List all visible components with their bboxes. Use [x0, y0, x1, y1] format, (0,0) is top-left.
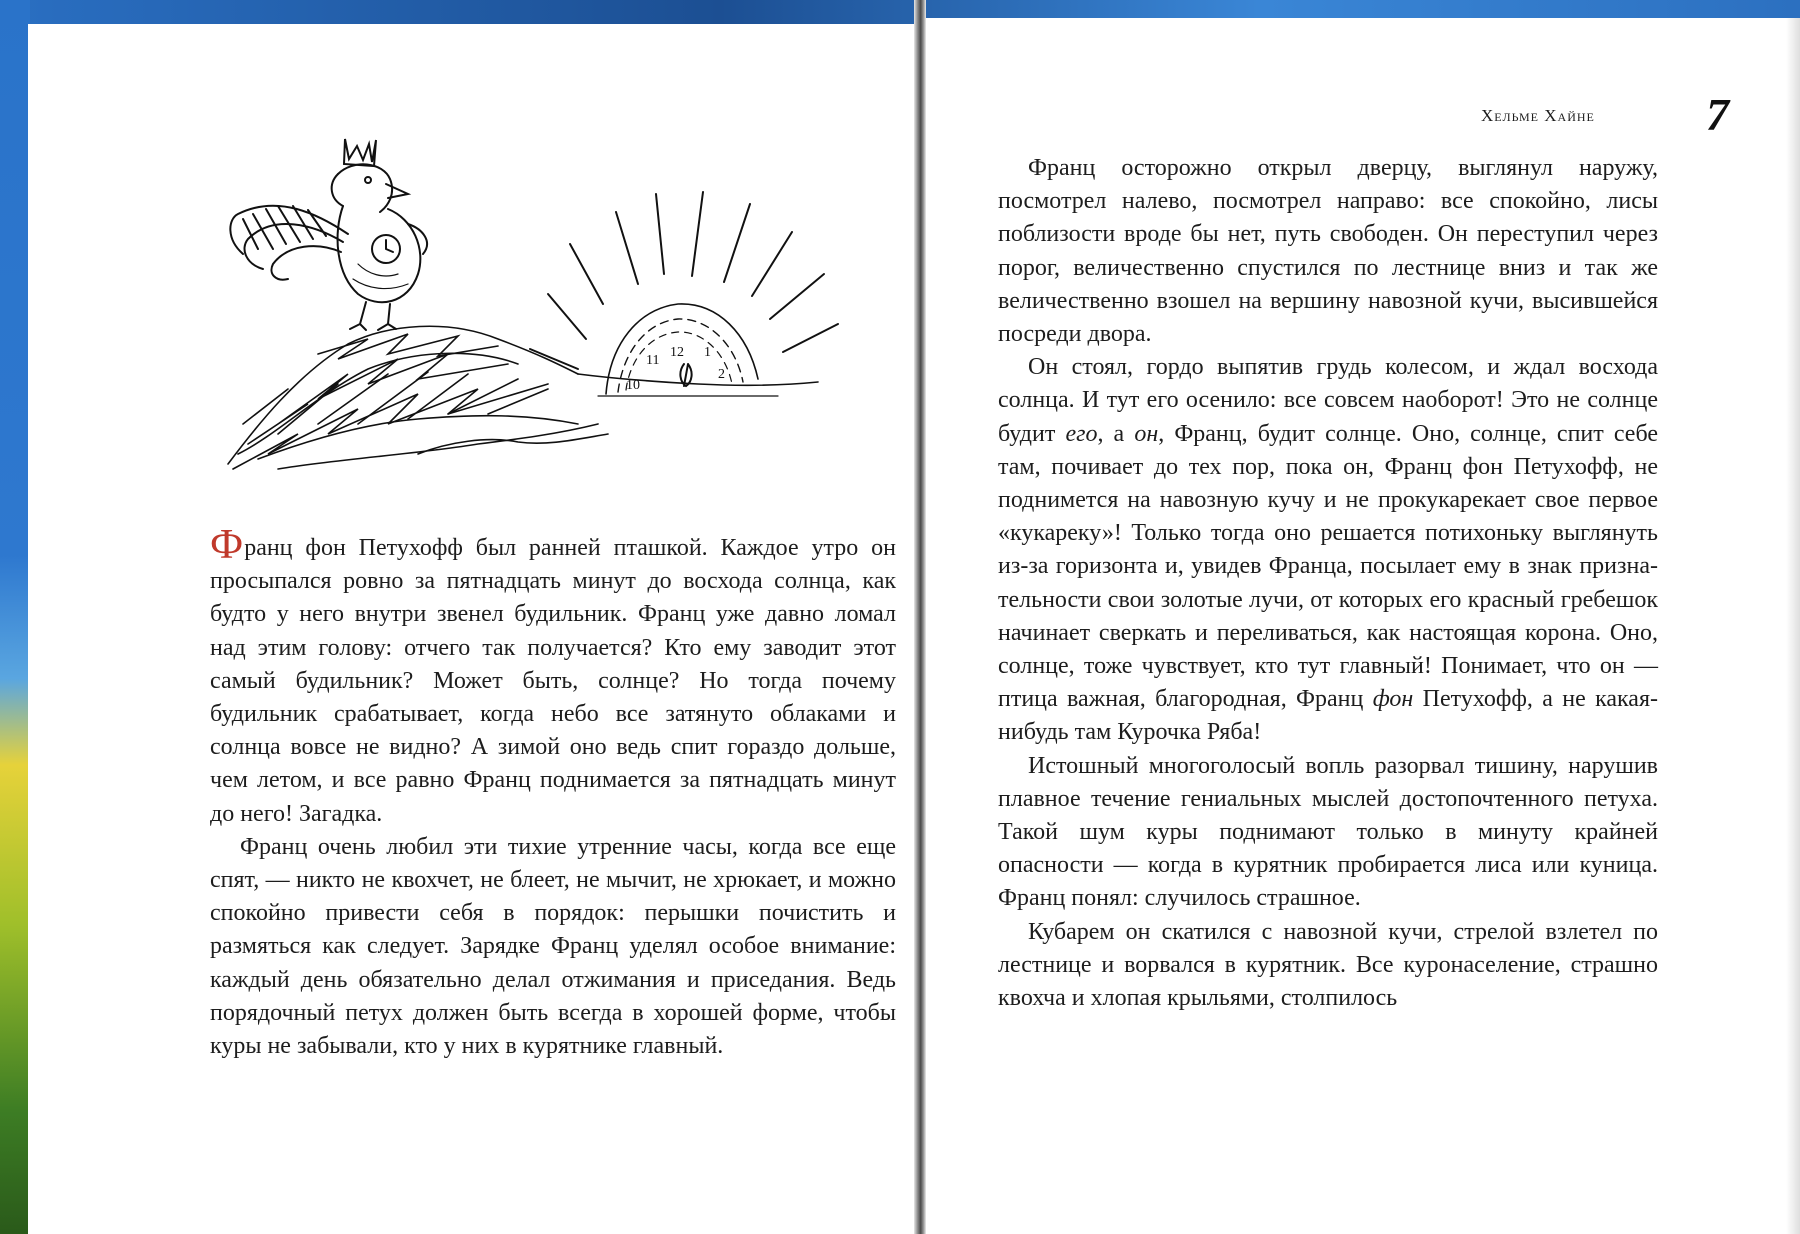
clock-number-10: 10: [626, 378, 640, 393]
paragraph-text: Он стоял, гордо выпятив грудь колесом, и ждал восхода солнца. И тут его осенило: все совсем наоборот! Это не солнце будит: [998, 354, 1658, 447]
paragraph-text: ранц фон Петухофф был ранней пташкой. Каждое утро он просыпался ровно за пятнадцать минут до восхода солнца, как будто у него внутри звенел будильник. Франц уже давно ломал над этим голову: отчего так получается? Кто ему заводит этот самый будильник? Может быть, солнце? Но тогда почему будильник срабатывает, когда небо все затянуто облаками и солнца вовсе не видно? А зимой оно ведь спит гораздо дольше, чем летом, и все равно Франц поднимается за пятнадцать минут до него! Загадка.: [210, 535, 896, 827]
paragraph: [998, 152, 1658, 351]
book-spine: [914, 0, 926, 1234]
clock-number-1: 1: [704, 345, 711, 360]
right-page-text: [998, 152, 1658, 1015]
rooster-drawing: [230, 139, 427, 330]
paragraph: [998, 351, 1658, 749]
paragraph: [210, 522, 896, 831]
rooster-sunrise-illustration: [218, 124, 908, 474]
cover-edge-left: [0, 0, 30, 1234]
emphasis-text: его: [1065, 420, 1098, 447]
paragraph-text: Петухофф, а не какая-нибудь там Курочка Ряба!: [998, 686, 1658, 746]
paragraph-text: , Франц, будит солнце. Оно, солнце, спит себе там, почивает до тех пор, пока он, Франц фон Петухофф, не поднимется на навозную кучу и не прокукарекает свое первое «кукареку»! Только тогда оно решается потихоньку выглянуть из-за горизонта и, увидев Франца, посылает ему в знак признательности свои золотые лучи, от которых его красный гребешок начинает сверкать и переливаться, как настоящая корона. Оно, солнце, тоже чувствует, кто тут главный! Понимает, что он — птица важная, благородная, Франц: [998, 420, 1659, 713]
right-page: [926, 18, 1800, 1234]
paragraph-text: Истошный многоголосый вопль разорвал тишину, нарушив плавное течение гениальных мыслей достопочтенного петуха. Такой шум куры поднимают только в минуту крайней опасности — когда в курятник пробирается лиса или куница. Франц понял: случилось страшное.: [998, 752, 1658, 912]
drop-cap: Ф: [210, 522, 244, 568]
paragraph-text: Франц осторожно открыл дверцу, выглянул наружу, посмотрел налево, посмотрел направо: все спокойно, лисы поблизости вроде бы нет, путь свободен. Он переступил через порог, величественно спустился по лестнице вниз и так же величественно взошел на вершину навозной кучи, высившейся посреди двора.: [998, 155, 1658, 348]
paragraph: [998, 750, 1658, 916]
emphasis-text: он: [1134, 420, 1159, 447]
clock-number-11: 11: [646, 353, 660, 368]
paragraph-text: Кубарем он скатился с навозной кучи, стрелой взлетел по лестнице и ворвался в курятник. Все куронаселение, страшно квохча и хлопая крыльями, столпилось: [998, 918, 1658, 1012]
left-page-text: [210, 522, 896, 1063]
paragraph-text: , а: [1097, 420, 1135, 447]
sun-clock-drawing: [530, 192, 838, 396]
paragraph: Франц очень любил эти тихие утренние часы, когда все еще спят, — никто не квохчет, не блеет, не мычит, не хрюкает, и можно спокойно привести себя в порядок: перышки почистить и размяться как следует. Зарядке Франц уделял особое внимание: каждый день обязательно делал отжимания и приседания. Ведь порядочный петух должен быть всегда в хорошей форме, чтобы куры не забывали, кто у них в курятнике главный.: [210, 833, 896, 1060]
clock-number-2: 2: [718, 367, 725, 382]
paragraph: [998, 916, 1658, 1016]
clock-number-12: 12: [670, 345, 684, 360]
page-number: 7: [1706, 89, 1729, 140]
manure-pile-drawing: [228, 326, 818, 469]
left-page: [28, 24, 915, 1234]
running-head-author: Хельме Хайне: [1481, 106, 1595, 125]
emphasis-text: фон: [1372, 686, 1414, 713]
